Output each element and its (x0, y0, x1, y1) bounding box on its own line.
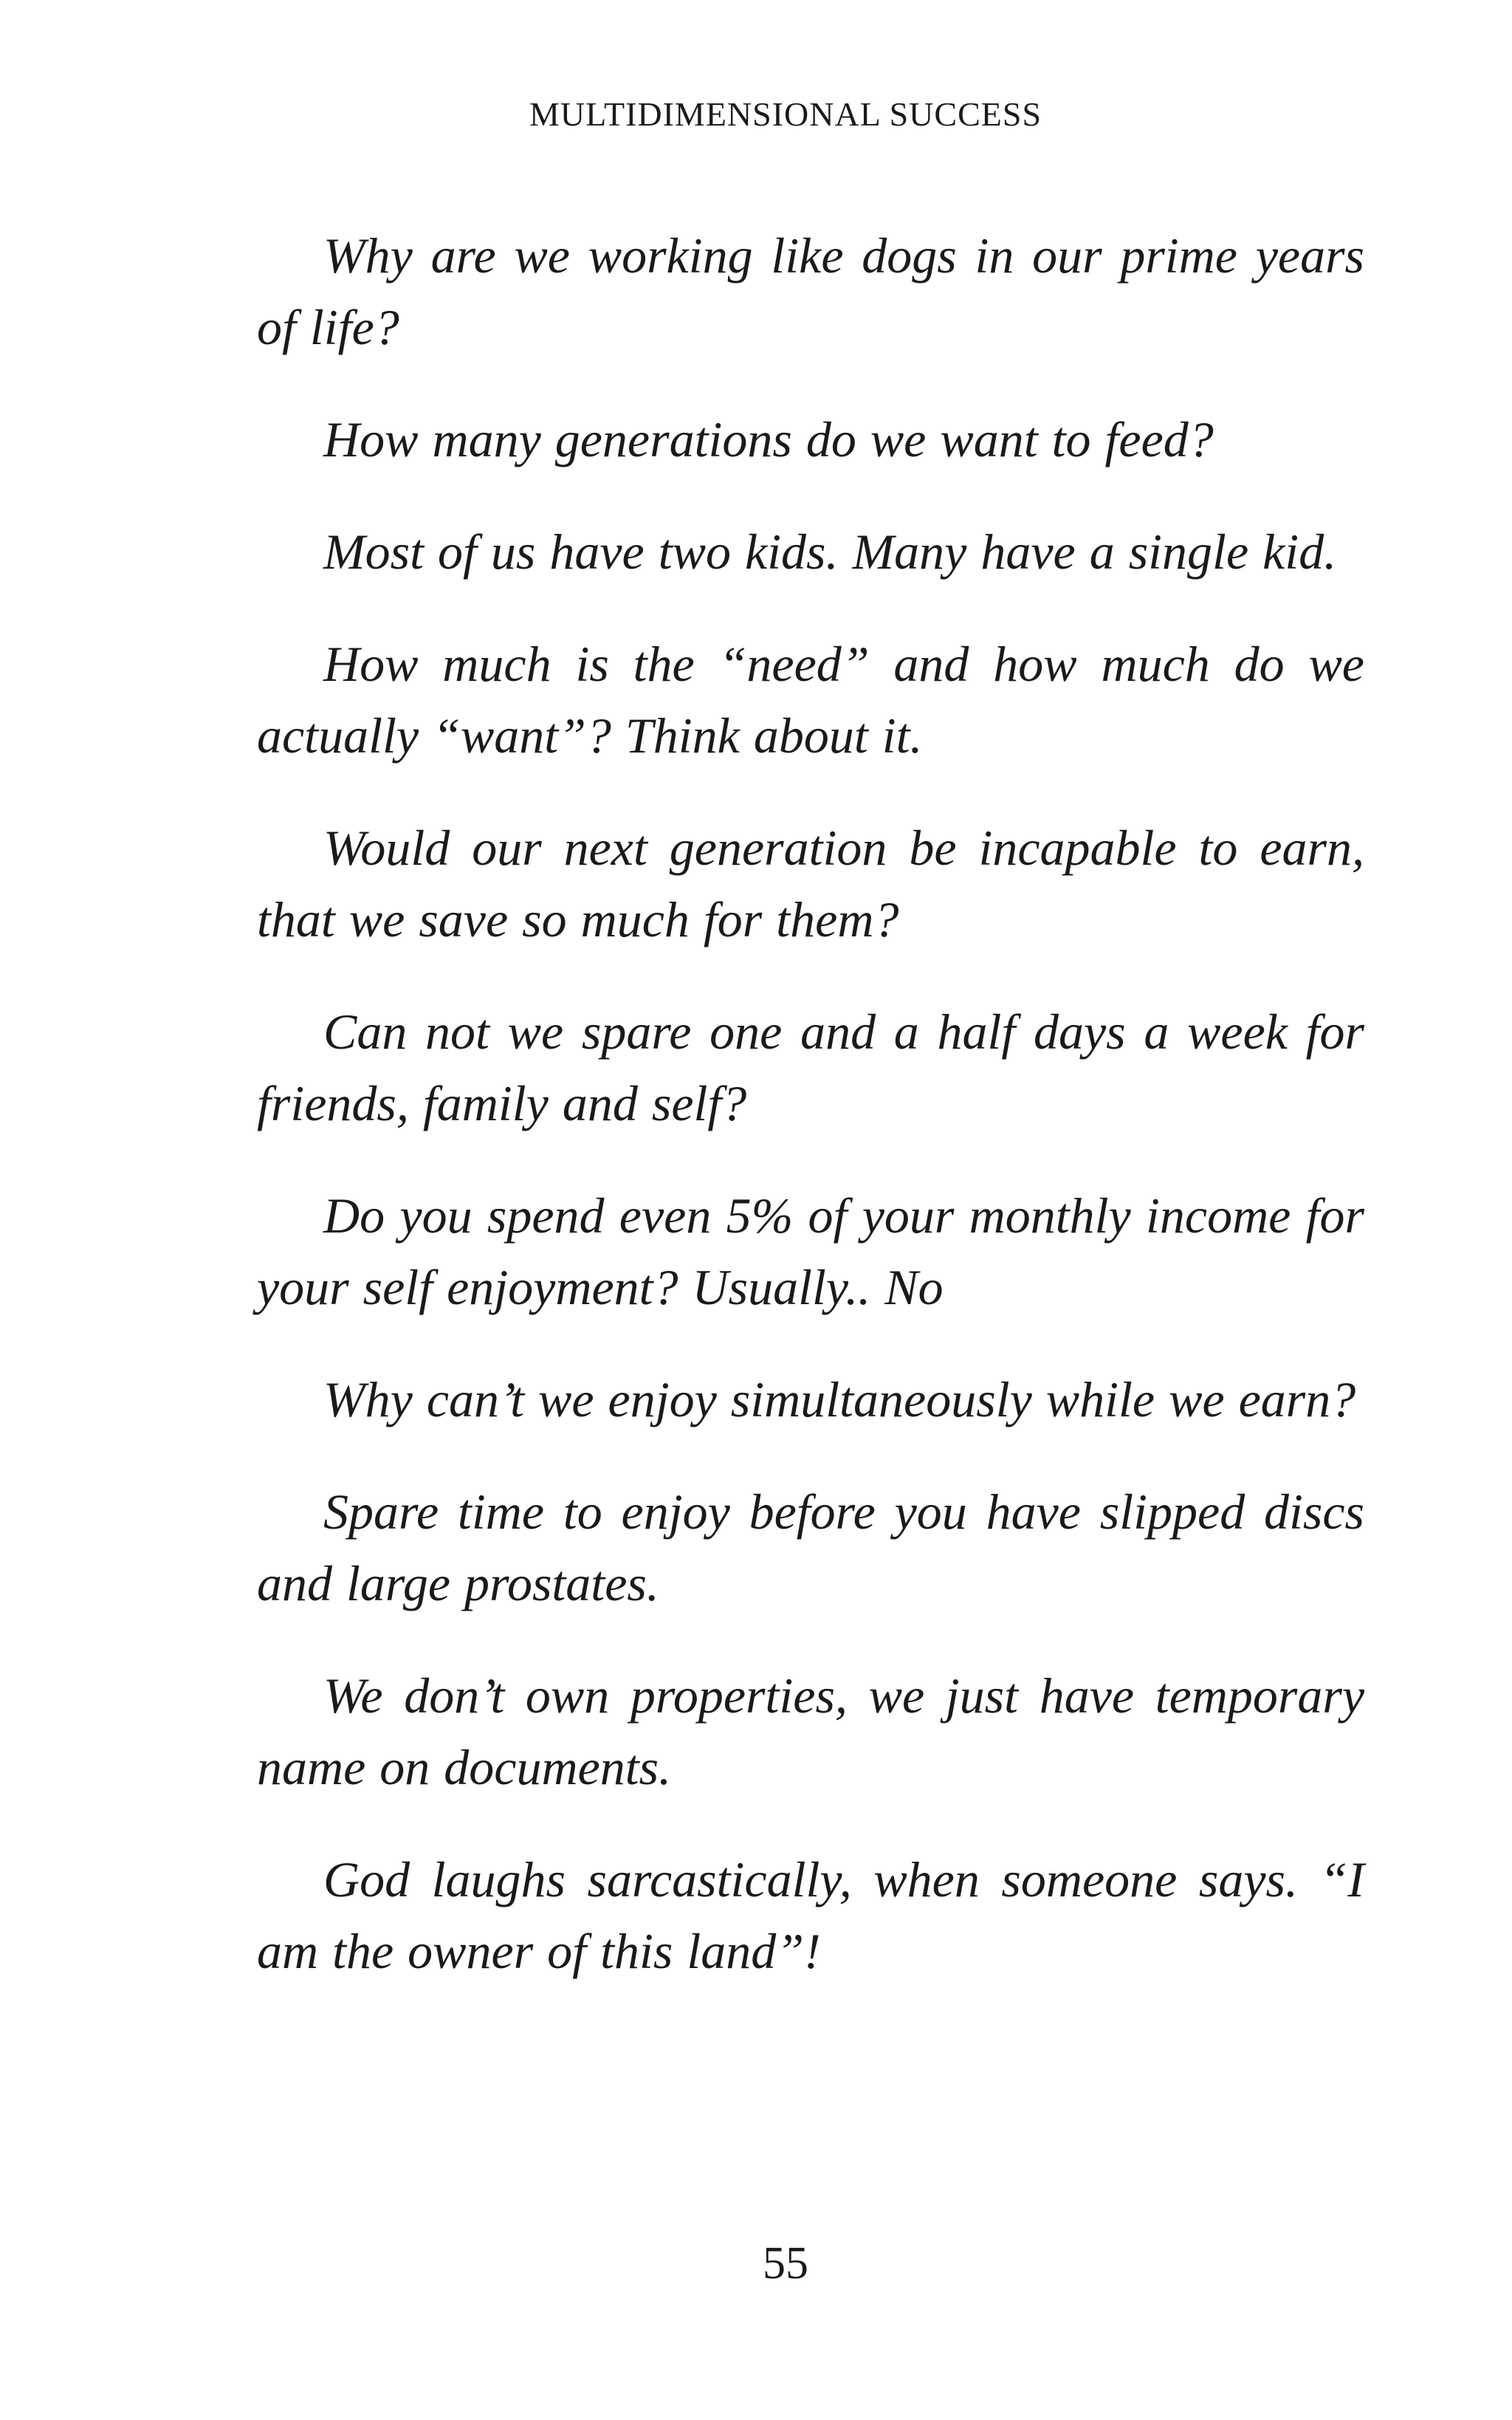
paragraph: Can not we spare one and a half days a week for friends, family and self? (257, 1004, 1364, 1131)
running-header: MULTIDIMENSIONAL SUCCESS (529, 95, 1042, 133)
paragraph: How many generations do we want to feed? (323, 411, 1214, 467)
paragraph: We don’t own properties, we just have temporary name on documents. (257, 1667, 1364, 1795)
paragraph: Do you spend even 5% of your monthly income for your self enjoyment? Usually.. No (257, 1187, 1364, 1315)
page-number: 55 (763, 2238, 808, 2289)
paragraph: Why are we working like dogs in our prime years of life? (257, 227, 1364, 355)
paragraph: Why can’t we enjoy simultaneously while we earn? (323, 1371, 1356, 1427)
paragraph: God laughs sarcastically, when someone says. “I am the owner of this land”! (257, 1851, 1364, 1979)
paragraph: Spare time to enjoy before you have slipped discs and large prostates. (257, 1484, 1364, 1611)
paragraph: Most of us have two kids. Many have a single kid. (323, 524, 1337, 580)
paragraph: How much is the “need” and how much do we actually “want”? Think about it. (257, 636, 1364, 764)
body-text (257, 220, 1364, 2028)
paragraph: Would our next generation be incapable to earn, that we save so much for them? (257, 820, 1364, 947)
